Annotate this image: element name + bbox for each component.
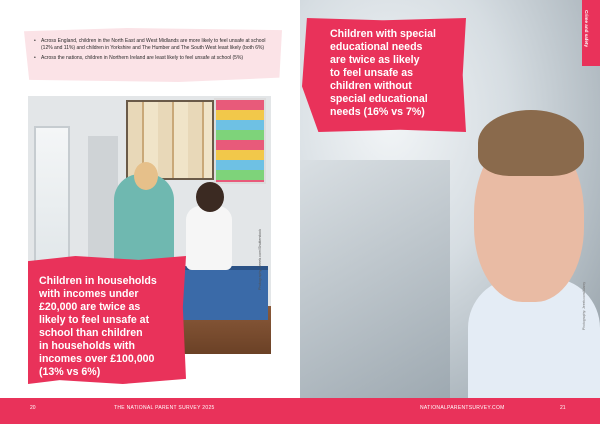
photo-bench <box>178 266 268 320</box>
photo-girl <box>186 206 232 270</box>
bullet-item-regions: • Across England, children in the North East and West Midlands are more likely to feel unsafe at school (12% and 11%) and children in Yorkshire and The Humber and The South West least likely (both 6%) <box>34 38 274 52</box>
photo-credit-left: Photography: Jeeeb.com/Shutterstock <box>258 229 262 290</box>
photo-laptop <box>300 160 450 398</box>
stat-text-income: Children in households with incomes under £20,000 are twice as likely to feel unsafe at school than children in households with incomes over £100,000 (13% vs 6%) <box>39 275 157 378</box>
photo-girl-head <box>196 182 224 212</box>
bullet-list <box>34 38 274 65</box>
bullet-item-nations: • Across the nations, children in Northern Ireland are least likely to feel unsafe at school (5%) <box>34 55 274 62</box>
page-number-left: 20 <box>30 405 36 411</box>
photo-teacher-head <box>134 162 158 190</box>
display-board-colorful <box>214 98 266 184</box>
photo-credit-right-mid: Photography: Jeeeb.com/Alamy <box>582 281 586 330</box>
photo-boy-hair <box>478 110 584 176</box>
page-number-right: 21 <box>560 405 566 411</box>
footer-bar <box>0 398 600 424</box>
footer-title: THE NATIONAL PARENT SURVEY 2025 <box>114 405 215 411</box>
section-tab-label: Crime and safety <box>584 10 589 48</box>
stat-text-sen: Children with special educational needs are twice as likely to feel unsafe as children without special educational needs (16% vs 7%) <box>330 28 436 118</box>
footer-website-link[interactable]: NATIONALPARENTSURVEY.COM <box>420 405 505 411</box>
